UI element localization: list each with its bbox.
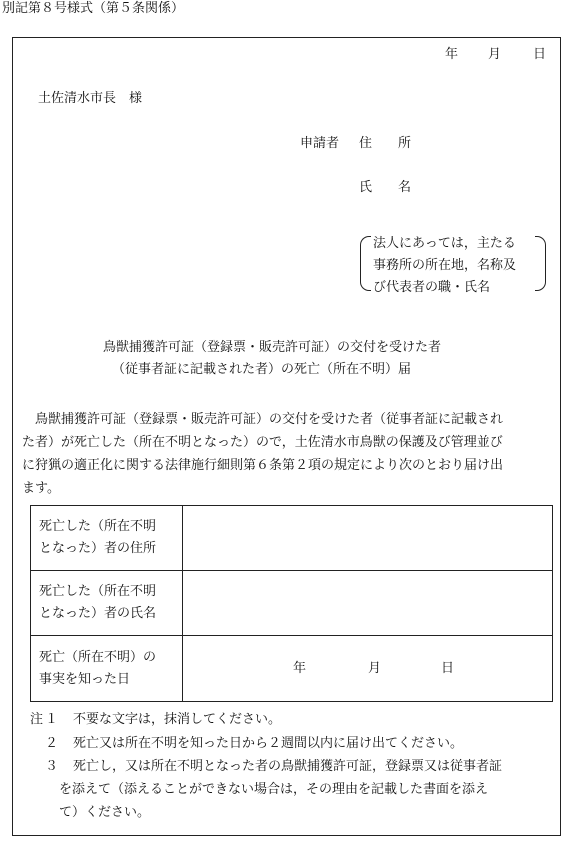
table-row <box>31 636 553 702</box>
known-date-year-label: 年 <box>293 661 307 676</box>
addressee: 土佐清水市長 様 <box>38 91 143 106</box>
applicant-note-line: び代表者の職・氏名 <box>373 280 491 295</box>
notes-prefix: 注 <box>30 712 44 727</box>
note-number: ２ <box>45 736 59 751</box>
note-text: を添えて（添えることができない場合は，その理由を記載した書面を添え <box>59 782 489 797</box>
applicant-name-label: 氏 名 <box>359 180 412 195</box>
note-text: 死亡又は所在不明を知った日から２週間以内に届け出てください。 <box>73 736 464 751</box>
table-row <box>31 571 553 636</box>
date-day-label: 日 <box>533 47 547 62</box>
note-text: 死亡し，又は所在不明となった者の鳥獣捕獲許可証，登録票又は従事者証 <box>73 759 503 774</box>
note-number: ３ <box>45 759 59 774</box>
body-text-line: 鳥獣捕獲許可証（登録票・販売許可証）の交付を受けた者（従事者証に記載され <box>35 412 504 427</box>
document-title-line: （従事者証に記載された者）の死亡（所在不明）届 <box>112 362 412 377</box>
known-date-field[interactable] <box>183 636 553 702</box>
notification-table <box>30 505 553 702</box>
deceased-name-field[interactable] <box>183 571 553 636</box>
applicant-note-line: 事務所の所在地，名称及 <box>373 258 517 273</box>
known-date-day-label: 日 <box>441 661 455 676</box>
applicant-label: 申請者 <box>300 136 340 151</box>
deceased-address-field[interactable] <box>183 506 553 571</box>
body-text-line: ます。 <box>22 481 60 496</box>
body-text-line: に狩猟の適正化に関する法律施行細則第６条第２項の規定により次のとおり届け出 <box>22 458 504 473</box>
note-bracket-right <box>535 236 546 291</box>
note-bracket-left <box>360 236 371 291</box>
form-label: 別記第８号様式（第５条関係） <box>2 1 185 16</box>
note-text: て）ください。 <box>59 805 151 820</box>
deceased-name-label: 死亡した（所在不明 となった）者の氏名 <box>31 571 183 636</box>
note-number: １ <box>45 712 59 727</box>
date-month-label: 月 <box>488 47 502 62</box>
body-text-line: た者）が死亡した（所在不明となった）ので，土佐清水市鳥獣の保護及び管理並び <box>22 435 503 450</box>
note-text: 不要な文字は，抹消してください。 <box>73 712 282 727</box>
applicant-address-label: 住 所 <box>359 136 412 151</box>
known-date-label: 死亡（所在不明）の 事実を知った日 <box>31 636 183 702</box>
known-date-month-label: 月 <box>368 661 382 676</box>
document-title-line: 鳥獣捕獲許可証（登録票・販売許可証）の交付を受けた者 <box>103 340 442 355</box>
applicant-note-line: 法人にあっては，主たる <box>373 236 516 251</box>
deceased-address-label: 死亡した（所在不明 となった）者の住所 <box>31 506 183 571</box>
table-row <box>31 506 553 571</box>
date-year-label: 年 <box>445 47 459 62</box>
